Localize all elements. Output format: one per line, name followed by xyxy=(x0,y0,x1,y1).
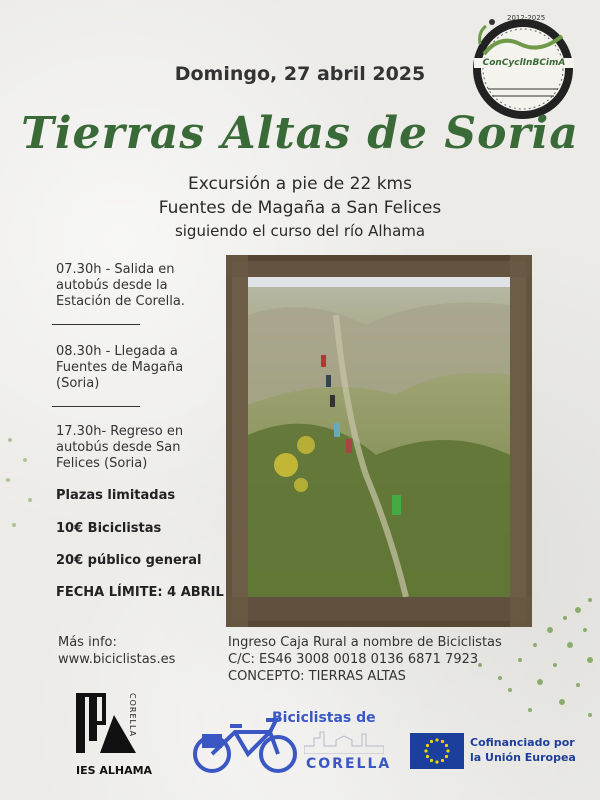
badge-years: 2012-2025 xyxy=(507,14,546,22)
payment-line: C/C: ES46 3008 0018 0136 6871 7923 xyxy=(228,652,479,667)
eu-line: la Unión Europea xyxy=(470,751,576,764)
schedule-line: Felices (Soria) xyxy=(56,456,148,471)
payment-line: Ingreso Caja Rural a nombre de Biciclistas xyxy=(228,635,502,650)
payment-line: CONCEPTO: TIERRAS ALTAS xyxy=(228,669,406,684)
schedule-line: 07.30h - Salida en xyxy=(56,262,175,277)
limited-places: Plazas limitadas xyxy=(56,488,176,503)
skyline-icon xyxy=(304,728,384,754)
ies-side-text: CORELLA xyxy=(128,693,137,738)
price-public: 20€ público general xyxy=(56,553,202,568)
decorative-dots xyxy=(440,590,600,730)
more-info-label: Más info: xyxy=(58,635,117,650)
ies-name: IES ALHAMA xyxy=(76,764,153,777)
biciclistas-city: CORELLA xyxy=(306,756,392,772)
eu-flag-icon xyxy=(410,733,464,769)
schedule-line: autobús desde San xyxy=(56,440,181,455)
schedule-line: Estación de Corella. xyxy=(56,294,185,309)
schedule-line: (Soria) xyxy=(56,376,100,391)
divider xyxy=(52,324,140,325)
page-title: Tierras Altas de Soria xyxy=(21,108,579,159)
eu-line: Cofinanciado por xyxy=(470,736,575,749)
event-date: Domingo, 27 abril 2025 xyxy=(174,63,426,85)
more-info xyxy=(58,634,175,668)
biciclistas-title: Biciclistas de xyxy=(272,710,376,726)
more-info-url[interactable]: www.biciclistas.es xyxy=(58,652,176,667)
badge-text: ConCyclInBCimA xyxy=(474,58,574,68)
subtitle-route: Fuentes de Magaña a San Felices xyxy=(158,198,442,218)
deadline: FECHA LÍMITE: 4 ABRIL xyxy=(56,585,224,600)
schedule-line: 17.30h- Regreso en xyxy=(56,424,184,439)
price-cyclists: 10€ Biciclistas xyxy=(56,521,162,536)
eu-cofunded-text xyxy=(470,735,576,765)
subtitle-distance: Excursión a pie de 22 kms xyxy=(188,174,412,194)
decorative-dots-left xyxy=(0,430,60,550)
schedule-line: autobús desde la xyxy=(56,278,168,293)
schedule-line: Fuentes de Magaña xyxy=(56,360,184,375)
schedule-item-return xyxy=(56,424,216,472)
hiking-trail-photo xyxy=(226,255,532,627)
schedule-line: 08.30h - Llegada a xyxy=(56,344,178,359)
divider xyxy=(52,406,140,407)
schedule-item-arrival xyxy=(56,344,216,392)
schedule-item-departure xyxy=(56,262,216,310)
subtitle-river: siguiendo el curso del río Alhama xyxy=(174,222,426,240)
